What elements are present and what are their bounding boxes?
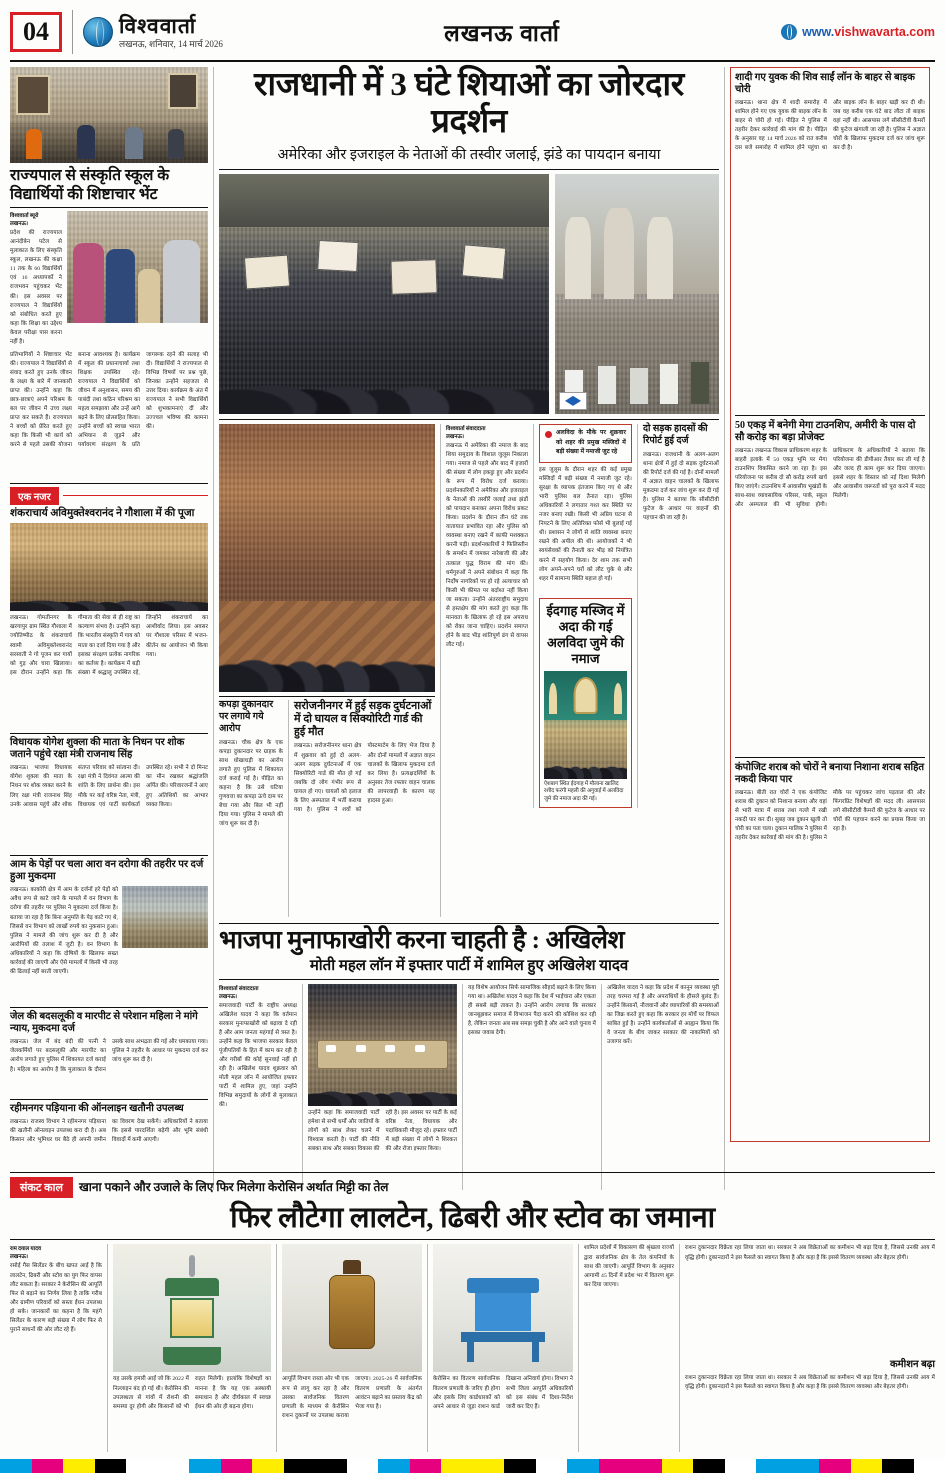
center-column [219,67,719,1190]
kerosene-story-col1: रसोई गैस सिलेंडर के बीच खपत आई है कि लालटेन, ढिबरी और स्टोव का युग फिर वापस लौट सकता है। सरकार ने केरोसिन की आपूर्ति फिर से बढ़ाने का निर्णय लिया है ताकि गरीब और ग्रामीण परिवारों को सस्ता ईंधन उपलब्ध हो सके। जानकारों का कहना है कि महंगे सिलेंडर के कारण बड़ी संख्या में लोग फिर से पुराने साधनों की ओर लौट रहे हैं। [10,1263,102,1333]
headline-sarojininagar-story: सरोजनीनगर में हुई सड़क दुर्घटनाओं में दो घायल व सिक्योरिटी गार्ड की हुई मौत [294,699,432,739]
byline-shia-story: विश्ववार्ता संवाददाता [446,425,486,432]
headline-mango-trees-story: आम के पेड़ों पर चला आरा वन दरोगा की तहरीर पर दर्ज हुआ मुकदमा [10,859,204,883]
akhilesh-story-body-1: समाजवादी पार्टी के राष्ट्रीय अध्यक्ष अखिलेश यादव ने कहा कि वर्तमान सरकार मुनाफाखोरी को बढ़ावा दे रही है और आम जनता महंगाई से त्रस्त है। उन्होंने कहा कि भाजपा सरकार केवल पूंजीपतियों के हित में काम कर रही है और गरीबों की कोई सुनवाई नहीं हो रही है। अखिलेश यादव शुक्रवार को मोती महल लॉन में आयोजित इफ्तार पार्टी में शामिल हुए, जहां उन्होंने विभिन्न समुदायों के लोगों से मुलाकात की। [219,1002,297,1109]
dateline-shia-story: लखनऊ। [446,433,464,440]
governor-story-body: प्रतिभागियों ने शिष्टाचार भेंट की। राज्यपाल ने विद्यार्थियों से संवाद करते हुए उनके जीवन के लक्ष्य के बारे में जानकारी प्राप्त की। उन्होंने कहा कि छात्र-छात्राएं अपने परिश्रम के बल पर जीवन में उच्च लक्ष्य प्राप्त कर सकते हैं। राज्यपाल ने बच्चों को प्रेरित करते हुए कहा कि किसी भी कार्य को करने से पहले उसकी योजना बनाना आवश्यक है। कार्यक्रम में स्कूल की प्रधानाचार्या तथा शिक्षक उपस्थित रहे। राज्यपाल ने विद्यार्थियों को जीवन में अनुशासन, समय की पाबंदी तथा कठिन परिश्रम का महत्व समझाया और उन्हें आगे बढ़ने के लिए प्रोत्साहित किया। उन्होंने बच्चों को स्वच्छ भारत अभियान से जुड़ने और पर्यावरण संरक्षण के प्रति जागरूक रहने की सलाह भी दी। विद्यार्थियों ने राज्यपाल से विभिन्न विषयों पर प्रश्न पूछे, जिनका उन्होंने सहजता से उत्तर दिया। कार्यक्रम के अंत में राज्यपाल ने सभी विद्यार्थियों को शुभकामनाएं दीं और उज्ज्वल भविष्य की कामना की। [10,351,208,449]
do-sadak-story-body: लखनऊ। राजधानी के अलग-अलग थाना क्षेत्रों में हुई दो सड़क दुर्घटनाओं की रिपोर्ट दर्ज की गई है। दोनों मामलों में अज्ञात वाहन चालकों के खिलाफ मुकदमा दर्ज कर जांच शुरू कर दी गई है। पुलिस ने बताया कि सीसीटीवी फुटेज के आधार पर वाहनों की पहचान की जा रही है। [643,451,719,521]
byline-kerosene-story: राम दयाल यादव [10,1246,41,1253]
sarojininagar-story-body: लखनऊ। सरोजनीनगर थाना क्षेत्र में शुक्रवार को हुई दो अलग-अलग सड़क दुर्घटनाओं में एक सिक्योरिटी गार्ड की मौत हो गई जबकि दो लोग गंभीर रूप से घायल हो गए। घायलों को इलाज के लिए अस्पताल में भर्ती कराया गया है। पुलिस ने शवों को पोस्टमार्टम के लिए भेज दिया है और दोनों मामलों में अज्ञात वाहन चालकों के खिलाफ मुकदमा दर्ज कर लिया है। प्रत्यक्षदर्शियों के अनुसार तेज रफ्तार वाहन चालक की लापरवाही के कारण यह हादसा हुआ। [294,743,435,813]
kerosene-story-col5: शामिल प्रदेशों में विकासण की श्रृंखला राज्यों द्वारा सार्वजनिक क्षेत्र के तेल कंपनियों के साथ की जाएगी। आपूर्ति विभाग के अनुसार आगामी 45 दिनों में प्रदेश भर में वितरण शुरू कर दिया जाएगा। [584,1245,674,1288]
eidgah-box [539,598,632,808]
headline-bike-theft-story: शादी गए युवक की शिव साईं लॉन के बाहर से बाइक चोरी [735,72,915,95]
headline-do-sadak-story: दो सड़क हादसों की रिपोर्ट हुई दर्ज [643,423,708,446]
byline-akhilesh-story: विश्ववार्ता संवाददाता [219,985,259,992]
print-registration-colorbar [0,1459,945,1473]
subhead-akhilesh-story: मोती महल लॉन में इफ्तार पार्टी में शामिल हुए अखिलेश यादव [309,957,629,974]
headline-kapda-story: कपड़ा दुकानदार पर लगाये गये आरोप [219,699,274,734]
headline-liquor-theft-story: कंपोजिट शराब को चोरों ने बनाया निशाना शराब सहित नकदी किया पार [735,762,925,785]
dateline-kerosene-story: लखनऊ। [10,1254,28,1261]
dateline-governor-story: लखनऊ। [10,221,28,228]
photo-stove [433,1244,573,1372]
shia-story-body-2: इस जुलूस के दौरान शहर की कई प्रमुख मस्जिदों में बड़ी संख्या में नमाजी जुट रहे। सुरक्षा के व्यापक इंतजाम किए गए थे और भारी पुलिस बल तैनात रहा। पुलिस अधिकारियों ने लगातार गश्त कर स्थिति पर नजर बनाए रखी। किसी भी अप्रिय घटना से निपटने के लिए अतिरिक्त फोर्स भी बुलाई गई थी। प्रशासन ने लोगों से शांति व्यवस्था बनाए रखने की अपील की थी। आयोजकों ने भी स्वयंसेवकों की तैनाती कर भीड़ को नियंत्रित करने में सहयोग किया। देर शाम तक सभी लोग अपने-अपने घरों को लौट चुके थे और शहर में सामान्य स्थिति बहाल हो गई। [539,467,632,582]
lead-subhead: अमेरिका और इजराइल के नेताओं की तस्वीर जलाई, झंडे का पायदान बनाया [277,146,661,163]
publication-logo [83,13,223,49]
website-domain: vishwavarta.com [834,25,935,39]
rahimnagar-story-body: लखनऊ। राजस्व विभाग ने रहीमनगर पड़ियाना की खतौनी ऑनलाइन उपलब्ध करा दी है। अब किसान और भूमिधर घर बैठे ही अपनी जमीन का विवरण देख सकेंगे। अधिकारियों ने बताया कि इससे पारदर्शिता बढ़ेगी और भूमि संबंधी विवादों में कमी आएगी। [10,1119,208,1144]
mango-trees-story-body: लखनऊ। काकोरी क्षेत्र में आम के दर्जनों हरे पेड़ों को अवैध रूप से काटे जाने के मामले में वन विभाग के दरोगा की तहरीर पर पुलिस ने मुकदमा दर्ज किया है। बताया जा रहा है कि बिना अनुमति के पेड़ काटे गए थे, जिससे वन विभाग को लाखों रुपये का नुकसान हुआ। पुलिस ने मामले की जांच शुरू कर दी है और आरोपियों की तलाश में जुटी है। वन विभाग के अधिकारियों ने कहा कि दोषियों के खिलाफ सख्त कार्रवाई की जाएगी और ऐसे मामलों में किसी भी तरह की ढिलाई नहीं बरती जाएगी। [10,887,118,975]
bike-theft-story-body: लखनऊ। थाना क्षेत्र में शादी समारोह में शामिल होने गए एक युवक की बाइक लॉन के बाहर से चोरी हो गई। पीड़ित ने पुलिस में तहरीर देकर कार्रवाई की मांग की है। पीड़ित के अनुसार वह 14 मार्च 2026 को रात करीब दस बजे समारोह में शामिल होने पहुंचा था और बाइक लॉन के बाहर खड़ी कर दी थी। जब वह करीब एक घंटे बाद लौटा तो बाइक वहां नहीं थी। आसपास लगे सीसीटीवी कैमरों की फुटेज खंगाली जा रही है। पुलिस ने अज्ञात चोरों के खिलाफ मुकदमा दर्ज कर जांच शुरू कर दी है। [735,100,925,152]
photo-shia-protest [219,174,549,414]
photo-gaushala-puja [10,523,208,611]
yogesh-shukla-story-body: लखनऊ। भाजपा विधायक योगेश शुक्ला की माता के निधन पर शोक व्यक्त करने के लिए रक्षा मंत्री राजनाथ सिंह उनके आवास पहुंचे और शोक संतप्त परिवार को सांत्वना दी। रक्षा मंत्री ने दिवंगत आत्मा की शांति के लिए प्रार्थना की। इस मौके पर कई वरिष्ठ नेता, मंत्री, विधायक एवं पार्टी कार्यकर्ता उपस्थित रहे। सभी ने दो मिनट का मौन रखकर श्रद्धांजलि अर्पित की। परिवारजनों ने आए हुए अतिथियों का आभार व्यक्त किया। [10,765,208,808]
subhead-commission: कमीशन बढ़ा [889,1359,935,1371]
kerosene-story-col2: यह उसके हमारी आईं जो कि 2022 में निल्लाइन बंद हो गई थी। केरोसिन की उपलब्धता से गांवों में रोशनी की समस्या दूर होगी और किसानों को भी राहत मिलेगी। हालांकि विशेषज्ञों का मानना है कि यह एक अस्थायी समाधान है और दीर्घकाल में स्वच्छ ईंधन की ओर ही बढ़ना होगा। [113,1376,271,1410]
website-prefix: www. [802,25,835,39]
kerosene-story-col6: राशन दुकानदार विक्रेता रहा लिया जाता था। सरकार ने अब विक्रेताओं का कमीशन भी बढ़ा दिया है, जिससे उनकी आय में वृद्धि होगी। दुकानदारों ने इस फैसले का स्वागत किया है और कहा है कि इससे वितरण व्यवस्था और बेहतर होगी। [685,1245,935,1261]
township-story-body: लखनऊ। लखनऊ विकास प्राधिकरण शहर के बाहरी इलाके में 50 एकड़ भूमि पर मेगा टाउनशिप विकसित करने जा रहा है। इस परियोजना पर करीब दो सौ करोड़ रुपये खर्च किए जाएंगे। टाउनशिप में आवासीय भूखंडों के साथ-साथ व्यावसायिक परिसर, पार्क, स्कूल और अस्पताल की भी सुविधा होगी। प्राधिकरण के अधिकारियों ने बताया कि परियोजना की डीपीआर तैयार कर ली गई है और जल्द ही काम शुरू कर दिया जाएगा। इससे शहर के विस्तार को नई दिशा मिलेगी और आवासीय जरूरतों को पूरा करने में मदद मिलेगी। [735,448,925,509]
headline-eidgah-story: ईदगाह मस्जिद में अदा की गई अलविदा जुमे की नमाज [546,603,625,666]
kapda-story-body: लखनऊ। चौक क्षेत्र के एक कपड़ा दुकानदार पर ग्राहक के साथ धोखाधड़ी का आरोप लगाते हुए पुलिस में शिकायत दर्ज कराई गई है। पीड़ित का कहना है कि उसे घटिया गुणवत्ता का कपड़ा ऊंचे दाम पर बेचा गया और बिल भी नहीं दिया गया। पुलिस ने मामले की जांच शुरू कर दी है। [219,739,283,827]
edition-title: लखनऊ वार्ता [444,21,560,46]
kerosene-story-col3: आपूर्ति विभाग राब्ता ओर भी एक रूप से लागू कर रहा है और उसका सार्वजनिक वितरण प्रणाली के माध्यम से केरोसिन राशन दुकानों पर उपलब्ध कराया जाएगा। 2025-26 में सार्वजनिक वितरण प्रणाली के अंतर्गत आवंटन बढ़ाने का प्रस्ताव केंद्र को भेजा गया है। [282,1376,422,1419]
website-link[interactable] [781,24,935,40]
headline-township-story: 50 एकड़ में बनेगी मेगा टाउनशिप, अमीरी के पास दो सौ करोड़ का बड़ा प्रोजेक्ट [735,420,916,443]
dateline-akhilesh-story: लखनऊ। [219,993,237,1000]
kicker-box-shia [539,424,632,463]
masthead-divider [72,10,73,54]
section-label-ek-nazar: एक नजर [10,487,59,505]
bottom-section [10,1172,935,1452]
byline-governor-story: विश्ववार्ता ब्यूरो [10,213,39,220]
shankaracharya-story-body: लखनऊ। गोमतीनगर के खरगापुर ग्राम स्थित गौशाला में ज्योतिष्पीठ के शंकराचार्य स्वामी अविमुक्तेश्वरानंद सरस्वती ने गो पूजन कर गायों को गुड़ और चारा खिलाया। इस दौरान उन्होंने कहा कि गौमाता की सेवा से ही राष्ट्र का कल्याण संभव है। उन्होंने कहा कि भारतीय संस्कृति में गाय को माता का दर्जा दिया गया है और इसका संरक्षण प्रत्येक नागरिक का कर्तव्य है। कार्यक्रम में बड़ी संख्या में श्रद्धालु उपस्थित रहे, जिन्होंने शंकराचार्य का आशीर्वाद लिया। इस अवसर पर गौशाला परिसर में भजन-कीर्तन का आयोजन भी किया गया। [10,615,208,676]
photo-kerosene-bottle [282,1244,422,1372]
photo-felled-trees [122,886,208,948]
kerosene-story-col4: केरोसिन का वितरण सार्वजनिक वितरण प्रणाली के जरिए ही होगा और इसके लिए कार्डधारकों को अपने आधार से जुड़ा राशन कार्ड दिखाना अनिवार्य होगा। विभाग ने सभी जिला आपूर्ति अधिकारियों को इस संबंध में दिशा-निर्देश जारी कर दिए हैं। [433,1376,573,1410]
akhilesh-story-body-4: अखिलेश यादव ने कहा कि प्रदेश में कानून व्यवस्था पूरी तरह चरमरा गई है और अपराधियों के हौसले बुलंद हैं। उन्होंने किसानों, नौजवानों और व्यापारियों की समस्याओं का जिक्र करते हुए कहा कि सरकार हर मोर्चे पर विफल साबित हुई है। उन्होंने कार्यकर्ताओं से आह्वान किया कि वे जनता के बीच जाकर सरकार की नाकामियों को उजागर करें। [607,984,719,1045]
photo-governor-meeting [10,67,208,163]
jail-story-body: लखनऊ। जेल में बंद बंदी की पत्नी ने जेलकर्मियों पर बदसलूकी और मारपीट का आरोप लगाते हुए पुलिस में शिकायत दर्ज कराई है। महिला का आरोप है कि मुलाकात के दौरान उसके साथ अभद्रता की गई और धमकाया गया। पुलिस ने तहरीर के आधार पर मुकदमा दर्ज कर जांच शुरू कर दी है। [10,1039,208,1073]
bullet-icon [545,431,552,438]
column-divider-2 [724,67,725,1190]
headline-governor-story: राज्यपाल से संस्कृति स्कूल के विद्यार्थियों की शिष्टाचार भेंट [10,167,170,203]
right-column [730,67,930,1190]
section-label-sankat-kaal: संकट काल [10,1177,73,1198]
photo-mosque-courtyard [555,174,719,414]
caption-eidgah: ऐशबाग स्थित ईदगाह में मौलाना खालिद रशीद फरंगी महली की अगुवाई में अलविदा जुमे की नमाज अदा की गई। [544,780,624,802]
lead-headline: राजधानी में 3 घंटे शियाओं का जोरदार प्रदर्शन [254,67,684,140]
right-rail-box [730,67,930,1142]
headline-yogesh-shukla-story: विधायक योगेश शुक्ला की माता के निधन पर शोक जताने पहुंचे रक्षा मंत्री राजनाथ सिंह [10,737,185,761]
publication-edition-date: लखनऊ, शनिवार, 14 मार्च 2026 [119,38,223,49]
masthead [10,8,935,62]
bottom-kicker: खाना पकाने और उजाले के लिए फिर मिलेगा केरोसिन अर्थात मिट्टी का तेल [78,1180,389,1195]
photo-students-greeting [67,211,208,323]
photo-namaz-dua [219,424,435,692]
akhilesh-story-body-2: उन्होंने कहा कि समाजवादी पार्टी हमेशा से सभी धर्मों और जातियों के लोगों को साथ लेकर चलने में विश्वास करती है। पार्टी की नीति सबका साथ और सबका विकास की रही है। इस अवसर पर पार्टी के कई वरिष्ठ नेता, विधायक और पदाधिकारी मौजूद रहे। इफ्तार पार्टी में बड़ी संख्या में लोगों ने शिरकत की और रोजा इफ्तार किया। [308,1109,457,1152]
akhilesh-story-body-3: यह विशेष आयोजन सिर्फ सामाजिक सौहार्द बढ़ाने के लिए किया गया था। अखिलेश यादव ने कहा कि देश में भाईचारा और एकता ही सबसे बड़ी ताकत है। उन्होंने आरोप लगाया कि सरकार जानबूझकर समाज में विभाजन पैदा करने की कोशिश कर रही है, लेकिन जनता अब सब समझ चुकी है और आने वाले चुनाव में इसका जवाब देगी। [468,984,596,1036]
page-number: 04 [10,12,62,52]
shia-story-body: लखनऊ में अमेरिका की नमाज के बाद शिया समुदाय के विशाल जुलूस निकाला गया। नमाज से पहले और बाद में हजारों की संख्या में लोग इकट्ठा हुए और प्रदर्शन के रूप में विरोध दर्ज कराया। प्रदर्शनकारियों ने अमेरिका और इजराइल के नेताओं की तस्वीरें जलाईं तथा झंडों को पायदान बनाकर अपना विरोध प्रकट किया। प्रदर्शन के दौरान तीन घंटे तक यातायात प्रभावित रहा और पुलिस को व्यवस्था बनाए रखने में काफी मशक्कत करनी पड़ी। प्रदर्शनकारियों ने फिलिस्तीन के समर्थन में जमकर नारेबाजी की और तत्काल युद्ध विराम की मांग की। धर्मगुरुओं ने अपने संबोधन में कहा कि निर्दोष नागरिकों पर हो रहे अत्याचार को किसी भी कीमत पर बर्दाश्त नहीं किया जा सकता। उन्होंने अंतरराष्ट्रीय समुदाय से हस्तक्षेप की मांग करते हुए कहा कि मानवता के खिलाफ हो रहे इस अपराध को रोका जाना चाहिए। प्रदर्शन समाप्त होने के बाद भीड़ शांतिपूर्ण ढंग से वापस लौट गई। [446,442,528,648]
globe-small-icon [781,24,797,40]
commission-body: राशन दुकानदार विक्रेता रहा लिया जाता था। सरकार ने अब विक्रेताओं का कमीशन भी बढ़ा दिया है, जिससे उनकी आय में वृद्धि होगी। दुकानदारों ने इस फैसले का स्वागत किया है और कहा है कि इससे वितरण व्यवस्था और बेहतर होगी। [685,1374,935,1391]
headline-shankaracharya-story: शंकराचार्य अविमुक्तेश्वरानंद ने गौशाला में की पूजा [10,507,195,519]
photo-iftar-party [308,984,457,1106]
kicker-text-shia: अलविदा के मौके पर शुक्रवार को शहर की प्रमुख मस्जिदों में बड़ी संख्या में नमाजी जुट रहे [556,429,626,456]
headline-jail-story: जेल की बदसलूकी व मारपीट से परेशान महिला ने मांगे न्याय, मुकदमा दर्ज [10,1011,198,1035]
photo-lantern [113,1244,271,1372]
headline-rahimnagar-story: रहीमनगर पड़ियाना की ऑनलाइन खतौनी उपलब्ध [10,1103,184,1115]
publication-name: विश्ववार्ता [119,13,197,38]
photo-eidgah-masjid [544,671,627,779]
left-column [10,67,208,1190]
liquor-theft-story-body: लखनऊ। बीती रात चोरों ने एक कंपोजिट शराब की दुकान को निशाना बनाया और वहां से भारी मात्रा में शराब तथा गल्ले में रखी नकदी पार कर दी। सुबह जब दुकान खुली तो चोरी का पता चला। दुकान मालिक ने पुलिस में तहरीर देकर कार्रवाई की मांग की है। पुलिस ने मौके पर पहुंचकर जांच पड़ताल की और फिंगरप्रिंट विशेषज्ञों की मदद ली। आसपास लगे सीसीटीवी कैमरों की फुटेज के आधार पर चोरों की पहचान करने का प्रयास किया जा रहा है। [735,790,925,842]
bottom-headline: फिर लौटेगा लालटेन, ढिबरी और स्टोव का जमाना [230,1202,715,1234]
governor-story-lede: प्रदेश की राज्यपाल आनंदीबेन पटेल से मुलाकात के लिए संस्कृति स्कूल, लखनऊ की कक्षा 11 तक के 60 विद्यार्थियों एवं 16 अध्यापकों ने राजभवन पहुंचकर भेंट की। इस अवसर पर राज्यपाल ने विद्यार्थियों को संबोधित करते हुए कहा कि शिक्षा का उद्देश्य केवल परीक्षा पास करना नहीं है। [10,230,62,345]
globe-icon [83,17,113,47]
column-divider-1 [213,67,214,1190]
headline-akhilesh-story: भाजपा मुनाफाखोरी करना चाहती है : अखिलेश [219,926,625,954]
